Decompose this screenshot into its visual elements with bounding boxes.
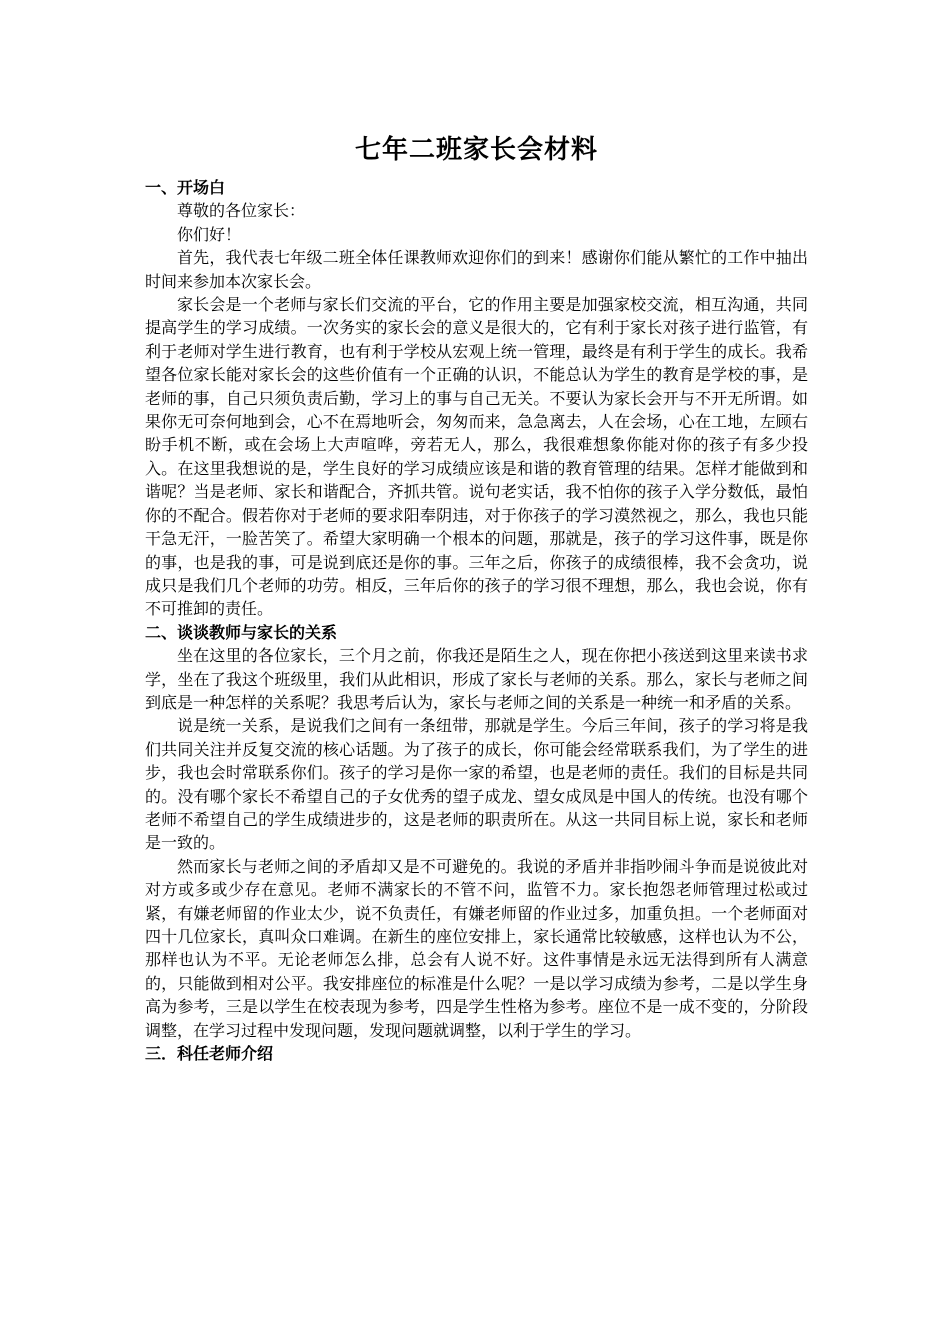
greeting-paragraph: 你们好！	[177, 224, 242, 244]
section-opening	[145, 176, 808, 621]
greeting-paragraph: 尊敬的各位家长：	[177, 201, 306, 221]
body-paragraph: 然而家长与老师之间的矛盾却又是不可避免的。我说的矛盾并非指吵闹斗争而是说彼此对对方或多或少存在意见。老师不满家长的不管不问，监管不力。家长抱怨老师管理过松或过紧，有嫌老师留的作业太少，说不负责任，有嫌老师留的作业过多，加重负担。一个老师面对四十几位家长，真叫众口难调。在新生的座位安排上，家长通常比较敏感，这样也认为不公，那样也认为不平。无论老师怎么排，总会有人说不好。这件事情是永远无法得到所有人满意的，只能做到相对公平。我安排座位的标准是什么呢？一是以学习成绩为参考，二是以学生身高为参考，三是以学生在校表现为参考，四是学生性格为参考。座位不是一成不变的，分阶段调整，在学习过程中发现问题，发现问题就调整，以利于学生的学习。	[145, 856, 808, 1040]
section-heading: 三．科任老师介绍	[145, 1044, 274, 1064]
section-relationship	[145, 621, 808, 1042]
section-heading: 一、开场白	[145, 178, 226, 197]
body-paragraph: 首先，我代表七年级二班全体任课教师欢迎你们的到来！感谢你们能从繁忙的工作中抽出时间来参加本次家长会。	[145, 248, 808, 291]
section-heading: 二、谈谈教师与家长的关系	[145, 622, 338, 642]
document-title: 七年二班家长会材料	[354, 135, 598, 165]
body-paragraph: 家长会是一个老师与家长们交流的平台，它的作用主要是加强家校交流，相互沟通，共同提高学生的学习成绩。一次务实的家长会的意义是很大的，它有利于家长对孩子进行监管，有利于老师对学生进行教育，也有利于学校从宏观上统一管理，最终是有利于学生的成长。我希望各位家长能对家长会的这些价值有一个正确的认识，不能总认为学生的教育是学校的事，是老师的事，自己只须负责后勤，学习上的事与自己无关。不要认为家长会开与不开无所谓。如果你无可奈何地到会，心不在焉地听会，匆匆而来，急急离去，人在会场，心在工地，左顾右盼手机不断，或在会场上大声喧哗，旁若无人，那么，我很难想象你能对你的孩子有多少投入。在这里我想说的是，学生良好的学习成绩应该是和谐的教育管理的结果。怎样才能做到和谐呢？当是老师、家长和谐配合，齐抓共管。说句老实话，我不怕你的孩子入学分数低，最怕你的不配合。假若你对于老师的要求阳奉阴违，对于你孩子的学习漠然视之，那么，我也只能干急无汗，一脸苦笑了。希望大家明确一个根本的问题，那就是，孩子的学习这件事，既是你的事，也是我的事，可是说到底还是你的事。三年之后，你孩子的成绩很棒，我不会贪功，说成只是我们几个老师的功劳。相反，三年后你的孩子的学习很不理想，那么，我也会说，你有不可推卸的责任。	[145, 295, 808, 619]
section-teachers	[145, 1042, 808, 1065]
body-paragraph: 说是统一关系，是说我们之间有一条纽带，那就是学生。今后三年间，孩子的学习将是我们共同关注并反复交流的核心话题。为了孩子的成长，你可能会经常联系我们，为了学生的进步，我也会时常联系你们。孩子的学习是你一家的希望，也是老师的责任。我们的目标是共同的。没有哪个家长不希望自己的子女优秀的望子成龙、望女成凤是中国人的传统。也没有哪个老师不希望自己的学生成绩进步的，这是老师的职责所在。从这一共同目标上说，家长和老师是一致的。	[145, 716, 808, 853]
document-page	[145, 130, 808, 1065]
body-paragraph: 坐在这里的各位家长，三个月之前，你我还是陌生之人，现在你把小孩送到这里来读书求学，坐在了我这个班级里，我们从此相识，形成了家长与老师的关系。那么，家长与老师之间到底是一种怎样的关系呢？我思考后认为，家长与老师之间的关系是一种统一和矛盾的关系。	[145, 646, 808, 712]
